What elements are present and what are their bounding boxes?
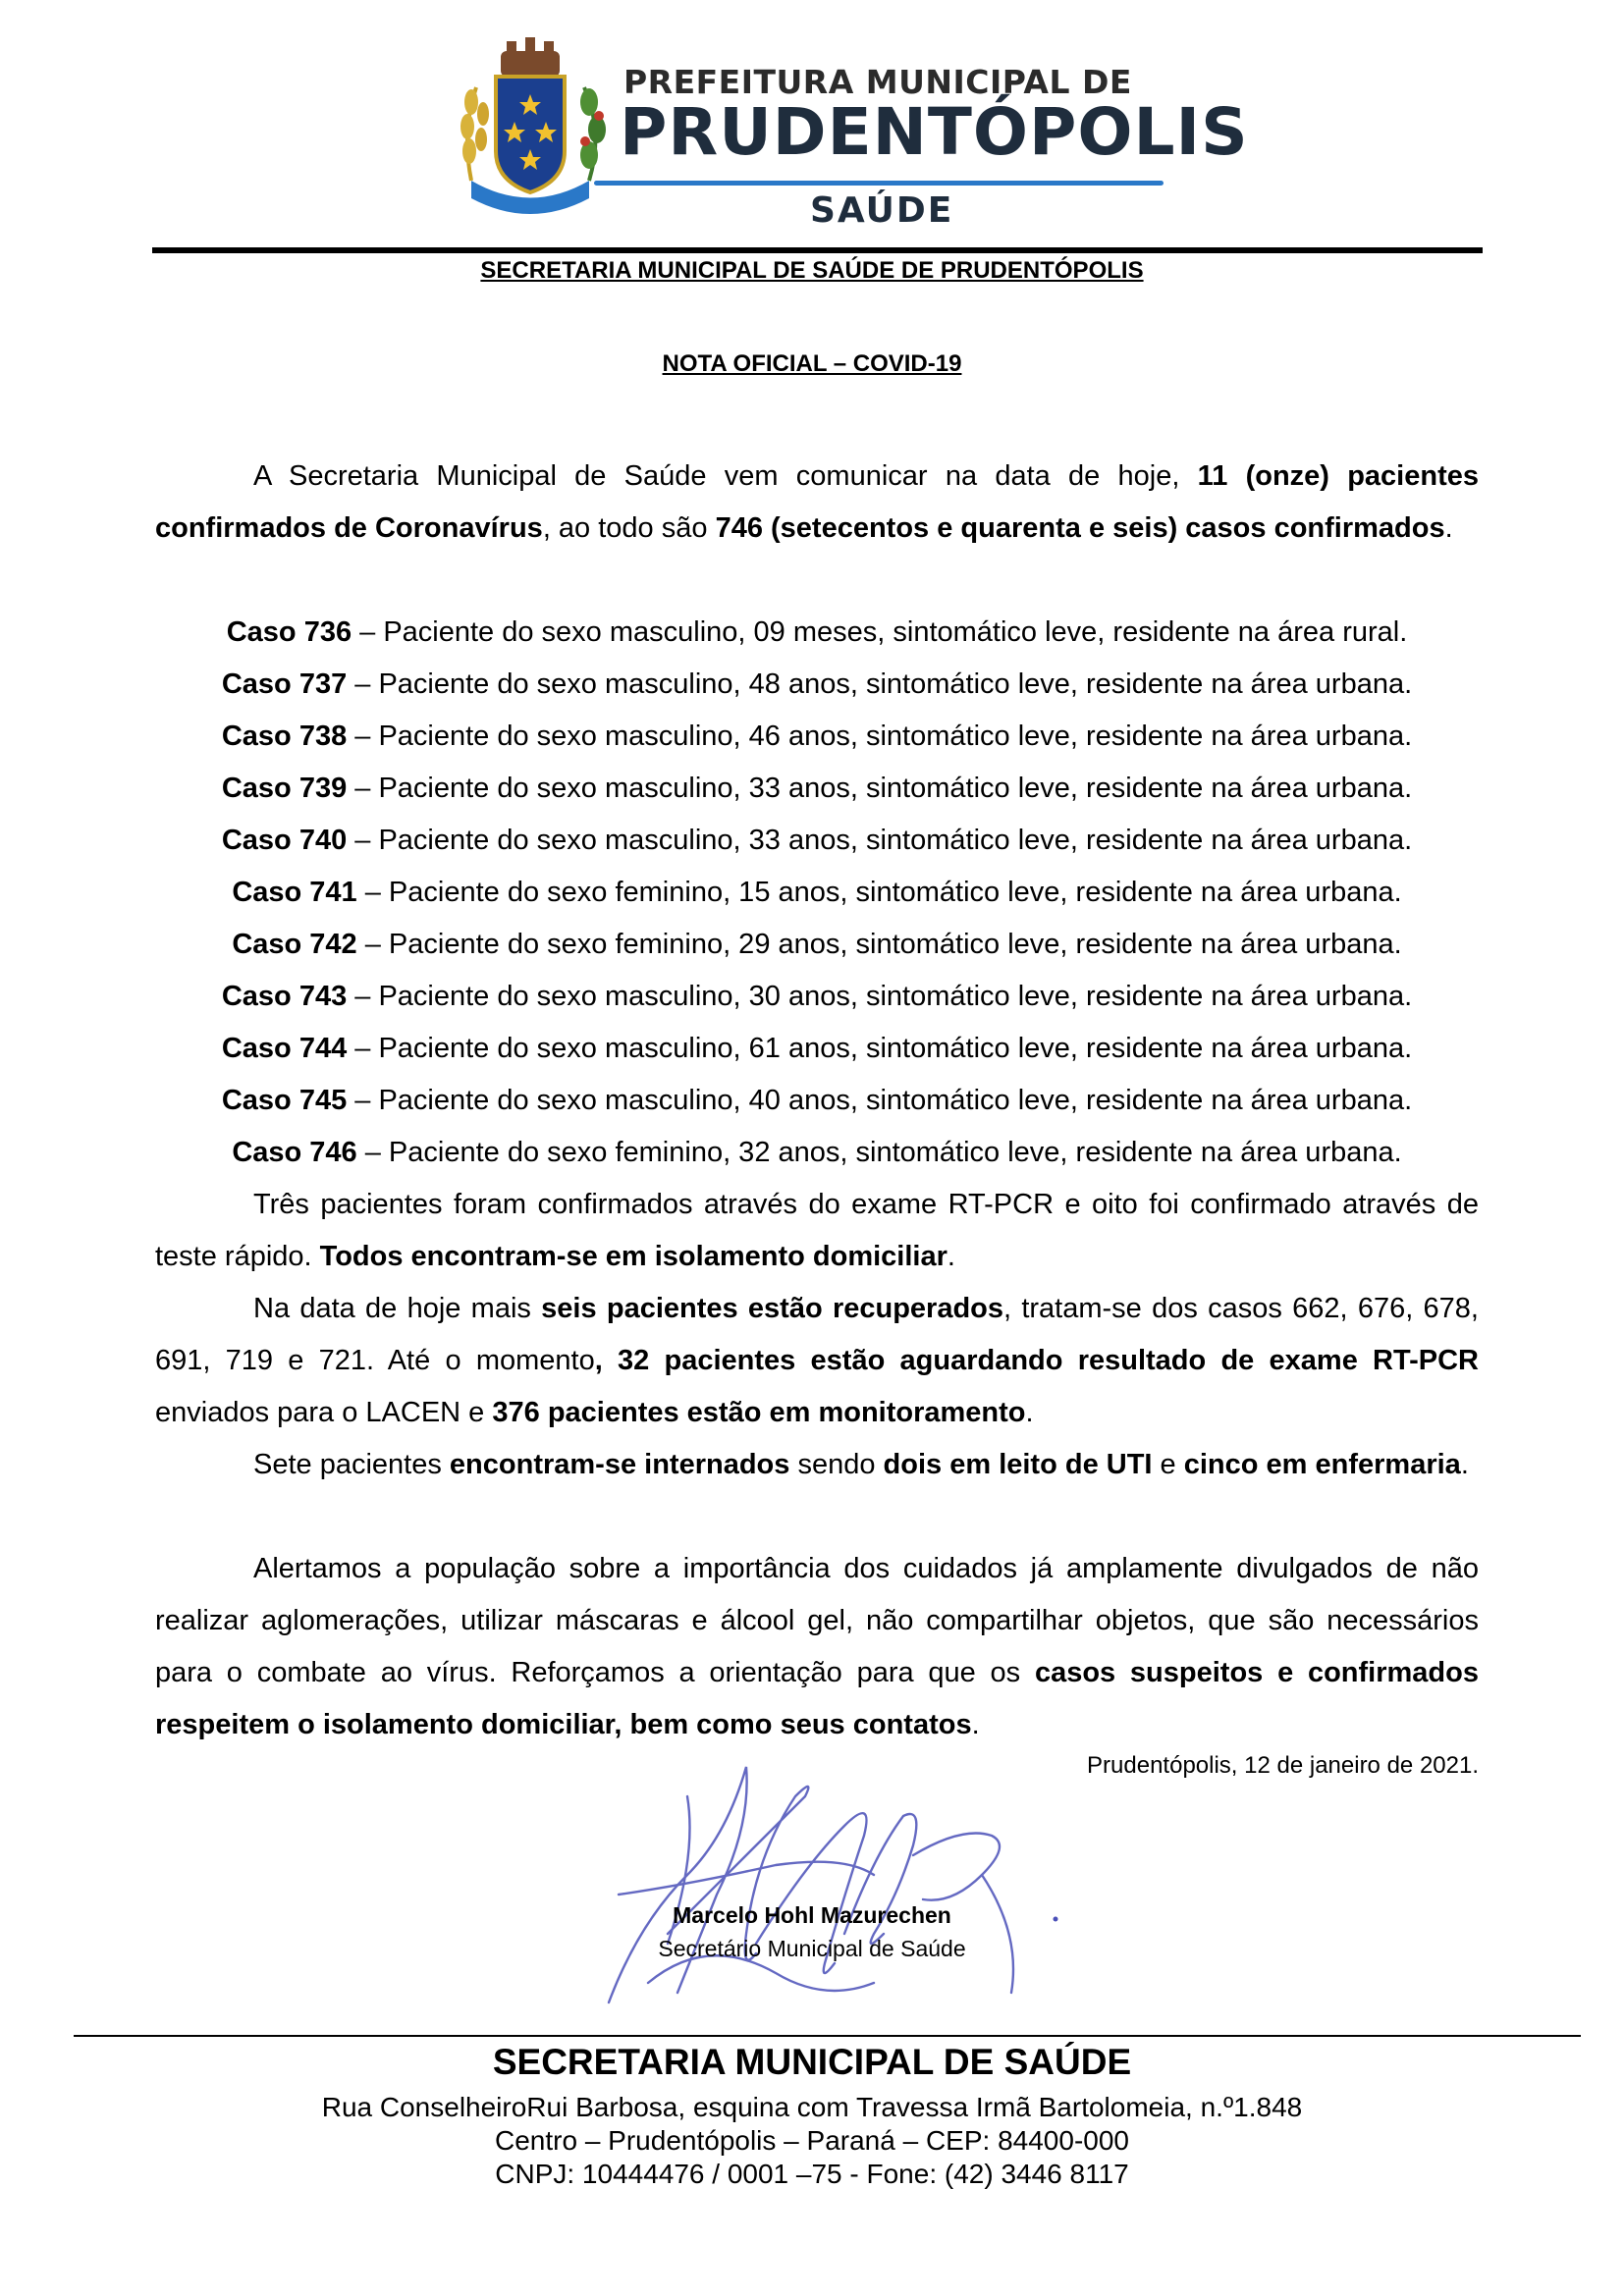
hospital-paragraph xyxy=(155,1439,1479,1491)
signatory-name: Marcelo Hohl Mazurechen xyxy=(673,1902,951,1928)
list-item xyxy=(155,971,1479,1023)
case-label: Caso 743 xyxy=(221,981,348,1012)
nota-oficial-heading: NOTA OFICIAL – COVID-19 xyxy=(662,350,962,377)
tests-text-2: . xyxy=(947,1241,955,1272)
case-text: – Paciente do sexo feminino, 29 anos, sintomático leve, residente na área urbana. xyxy=(356,929,1402,960)
alert-text-2: . xyxy=(971,1709,980,1740)
case-text: – Paciente do sexo masculino, 61 anos, sintomático leve, residente na área urbana. xyxy=(347,1033,1413,1064)
recovered-text-4: . xyxy=(1025,1397,1034,1428)
alert-paragraph xyxy=(155,1543,1479,1751)
case-label: Caso 744 xyxy=(221,1033,348,1064)
list-item xyxy=(155,763,1479,815)
footer-address-line-2: Centro – Prudentópolis – Paraná – CEP: 84400-000 xyxy=(495,2125,1129,2156)
hospital-text-1: Sete pacientes xyxy=(253,1449,450,1480)
recovered-bold-1: seis pacientes estão recuperados xyxy=(541,1293,1004,1324)
list-item xyxy=(155,1023,1479,1075)
prefeitura-logo xyxy=(442,33,1249,231)
list-item xyxy=(155,607,1479,659)
recovered-paragraph xyxy=(155,1283,1479,1439)
case-label: Caso 740 xyxy=(221,825,348,856)
case-text: – Paciente do sexo masculino, 33 anos, sintomático leve, residente na área urbana. xyxy=(347,773,1413,804)
case-text: – Paciente do sexo feminino, 32 anos, sintomático leve, residente na área urbana. xyxy=(356,1137,1402,1168)
intro-bold-1: 11 (onze) pacientes confirmados de Coronavírus xyxy=(155,460,1479,544)
intro-paragraph xyxy=(155,451,1479,555)
case-label: Caso 741 xyxy=(232,877,357,908)
hospital-bold-1: encontram-se internados xyxy=(449,1449,790,1480)
logo-line-saude: SAÚDE xyxy=(810,190,954,231)
footer-address-line-1: Rua ConselheiroRui Barbosa, esquina com Travessa Irmã Bartolomeia, n.º1.848 xyxy=(321,2092,1303,2122)
hospital-text-3: e xyxy=(1152,1449,1184,1480)
list-item xyxy=(155,867,1479,919)
intro-text-3: . xyxy=(1444,512,1453,544)
list-item xyxy=(155,659,1479,711)
case-label: Caso 742 xyxy=(232,929,357,960)
recovered-bold-2: , 32 pacientes estão aguardando resultado de exame RT-PCR xyxy=(594,1345,1480,1376)
case-label: Caso 736 xyxy=(226,616,352,648)
case-text: – Paciente do sexo masculino, 33 anos, sintomático leve, residente na área urbana. xyxy=(347,825,1413,856)
recovered-text-3: enviados para o LACEN e xyxy=(155,1397,493,1428)
case-text: – Paciente do sexo feminino, 15 anos, sintomático leve, residente na área urbana. xyxy=(356,877,1402,908)
footer-title: SECRETARIA MUNICIPAL DE SAÚDE xyxy=(492,2042,1132,2082)
list-item xyxy=(155,1127,1479,1179)
case-label: Caso 739 xyxy=(221,773,348,804)
footer-divider xyxy=(74,2035,1581,2037)
secretaria-heading: SECRETARIA MUNICIPAL DE SAÚDE DE PRUDENTÓPOLIS xyxy=(480,257,1144,284)
tests-paragraph xyxy=(155,1179,1479,1283)
coat-of-arms-emblem xyxy=(442,33,619,230)
recovered-text-2: , tratam-se dos casos 662, 676, 678, 691, 719 e 721. Até o momento xyxy=(155,1293,1479,1376)
list-item xyxy=(155,815,1479,867)
hospital-text-2: sendo xyxy=(789,1449,884,1480)
case-text: – Paciente do sexo masculino, 40 anos, sintomático leve, residente na área urbana. xyxy=(347,1085,1413,1116)
tests-text-1: Três pacientes foram confirmados através do exame RT-PCR e oito foi confirmado através de teste rápido. xyxy=(155,1189,1479,1272)
case-label: Caso 746 xyxy=(232,1137,357,1168)
alert-bold-1: casos suspeitos e confirmados respeitem o isolamento domiciliar, bem como seus contatos xyxy=(155,1657,1479,1740)
hospital-bold-2: dois em leito de UTI xyxy=(883,1449,1153,1480)
hospital-bold-3: cinco em enfermaria xyxy=(1183,1449,1461,1480)
recovered-text-1: Na data de hoje mais xyxy=(253,1293,542,1324)
hospital-text-4: . xyxy=(1460,1449,1469,1480)
intro-text-1: A Secretaria Municipal de Saúde vem comunicar na data de hoje, xyxy=(253,460,1198,492)
document-date: Prudentópolis, 12 de janeiro de 2021. xyxy=(1087,1752,1479,1779)
intro-bold-2: 746 (setecentos e quarenta e seis) casos confirmados xyxy=(715,512,1445,544)
case-label: Caso 745 xyxy=(221,1085,348,1116)
logo-line-prudentopolis: PRUDENTÓPOLIS xyxy=(620,94,1249,170)
case-label: Caso 738 xyxy=(221,721,348,752)
logo-line-prefeitura: PREFEITURA MUNICIPAL DE xyxy=(623,63,1132,101)
case-text: – Paciente do sexo masculino, 30 anos, sintomático leve, residente na área urbana. xyxy=(347,981,1413,1012)
list-item xyxy=(155,919,1479,971)
list-item xyxy=(155,1075,1479,1127)
case-list xyxy=(155,607,1479,1179)
list-item xyxy=(155,711,1479,763)
intro-text-2: , ao todo são xyxy=(542,512,716,544)
case-text: – Paciente do sexo masculino, 09 meses, sintomático leve, residente na área rural. xyxy=(352,616,1408,648)
case-text: – Paciente do sexo masculino, 46 anos, sintomático leve, residente na área urbana. xyxy=(347,721,1413,752)
footer-contact: CNPJ: 10444476 / 0001 –75 - Fone: (42) 3446 8117 xyxy=(495,2159,1129,2189)
recovered-bold-3: 376 pacientes estão em monitoramento xyxy=(492,1397,1026,1428)
header-divider xyxy=(152,247,1483,253)
handwritten-signature xyxy=(550,1737,1100,2032)
logo-accent-bar xyxy=(594,181,1164,186)
tests-bold-1: Todos encontram-se em isolamento domiciliar xyxy=(319,1241,947,1272)
alert-text-1: Alertamos a população sobre a importância dos cuidados já amplamente divulgados de não realizar aglomerações, utilizar máscaras e álcool gel, não compartilhar objetos, que são necessários para o combate ao vírus. Reforçamos a orientação para que os xyxy=(155,1553,1479,1688)
case-label: Caso 737 xyxy=(221,668,348,700)
case-text: – Paciente do sexo masculino, 48 anos, sintomático leve, residente na área urbana. xyxy=(347,668,1413,700)
signatory-role: Secretário Municipal de Saúde xyxy=(658,1936,966,1961)
